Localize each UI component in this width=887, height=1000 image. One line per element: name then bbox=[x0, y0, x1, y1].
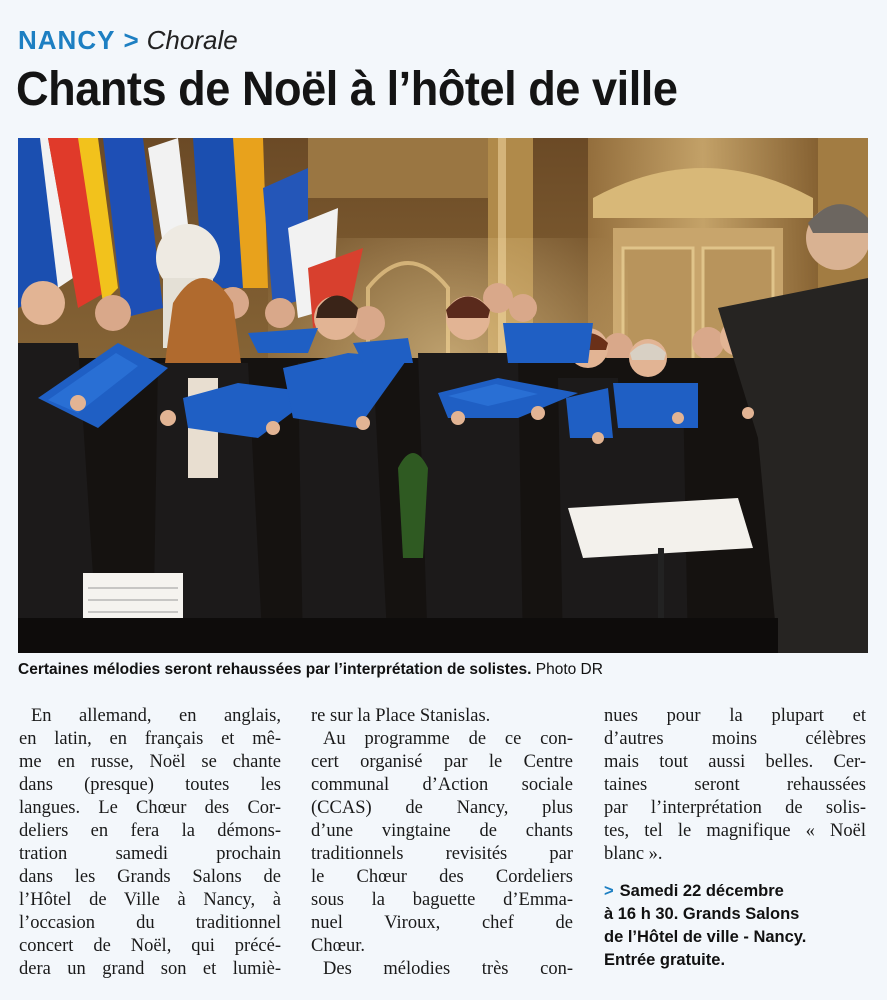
text-line: sous la baguette d’Emma- bbox=[311, 890, 573, 910]
text-line: En allemand, en anglais, bbox=[31, 706, 281, 726]
text-line: mais tout aussi belles. Cer- bbox=[604, 752, 866, 772]
choir-photo-illustration bbox=[18, 138, 868, 653]
kicker-rubric: Chorale bbox=[146, 25, 238, 55]
text-line: Au programme de ce con- bbox=[323, 729, 573, 749]
section-kicker bbox=[18, 24, 238, 56]
text-line: tration samedi prochain bbox=[19, 844, 281, 864]
arrow-icon: > bbox=[604, 882, 614, 900]
article-column-2 bbox=[311, 705, 573, 981]
text-line: blanc ». bbox=[604, 844, 663, 864]
text-line: taines seront rehaussées bbox=[604, 775, 866, 795]
event-info-line: de l’Hôtel de ville - Nancy. bbox=[604, 928, 807, 946]
text-line: dera un grand son et lumiè- bbox=[19, 959, 281, 979]
kicker-city: NANCY bbox=[18, 25, 116, 55]
photo-credit: Photo DR bbox=[535, 661, 603, 678]
text-line: concert de Noël, qui précé- bbox=[19, 936, 281, 956]
kicker-separator: > bbox=[123, 25, 139, 55]
text-line: me en russe, Noël se chante bbox=[19, 752, 281, 772]
text-line: nues pour la plupart et bbox=[604, 706, 866, 726]
text-line: cert organisé par le Centre bbox=[311, 752, 573, 772]
text-line: l’occasion du traditionnel bbox=[19, 913, 281, 933]
text-line: d’autres moins célèbres bbox=[604, 729, 866, 749]
event-info-line: à 16 h 30. Grands Salons bbox=[604, 905, 800, 923]
text-line: re sur la Place Stanislas. bbox=[311, 706, 491, 726]
photo-caption bbox=[18, 659, 868, 681]
text-line: nuel Viroux, chef de bbox=[311, 913, 573, 933]
text-line: Chœur. bbox=[311, 936, 365, 956]
article-column-3 bbox=[604, 705, 866, 972]
event-info bbox=[604, 880, 866, 972]
text-line: l’Hôtel de Ville à Nancy, à bbox=[19, 890, 281, 910]
text-line: dans (presque) toutes les bbox=[19, 775, 281, 795]
text-line: tes, tel le magnifique « Noël bbox=[604, 821, 866, 841]
text-line: le Chœur des Cordeliers bbox=[311, 867, 573, 887]
text-line: langues. Le Chœur des Cor- bbox=[19, 798, 281, 818]
text-line: en latin, en français et mê- bbox=[19, 729, 281, 749]
text-line: (CCAS) de Nancy, plus bbox=[311, 798, 573, 818]
text-line: Des mélodies très con- bbox=[323, 959, 573, 979]
text-line: dans les Grands Salons de bbox=[19, 867, 281, 887]
text-line: traditionnels revisités par bbox=[311, 844, 573, 864]
caption-text: Certaines mélodies seront rehaussées par l’interprétation de solistes. bbox=[18, 661, 532, 678]
event-info-line: > Samedi 22 décembre bbox=[604, 882, 784, 900]
article-headline: Chants de Noël à l’hôtel de ville bbox=[16, 63, 678, 116]
event-info-line: Entrée gratuite. bbox=[604, 951, 726, 969]
article-photo bbox=[18, 138, 868, 653]
text-line: par l’interprétation de solis- bbox=[604, 798, 866, 818]
text-line: d’une vingtaine de chants bbox=[311, 821, 573, 841]
article-column-1 bbox=[19, 705, 281, 981]
text-line: communal d’Action sociale bbox=[311, 775, 573, 795]
text-line: deliers en fera la démons- bbox=[19, 821, 281, 841]
